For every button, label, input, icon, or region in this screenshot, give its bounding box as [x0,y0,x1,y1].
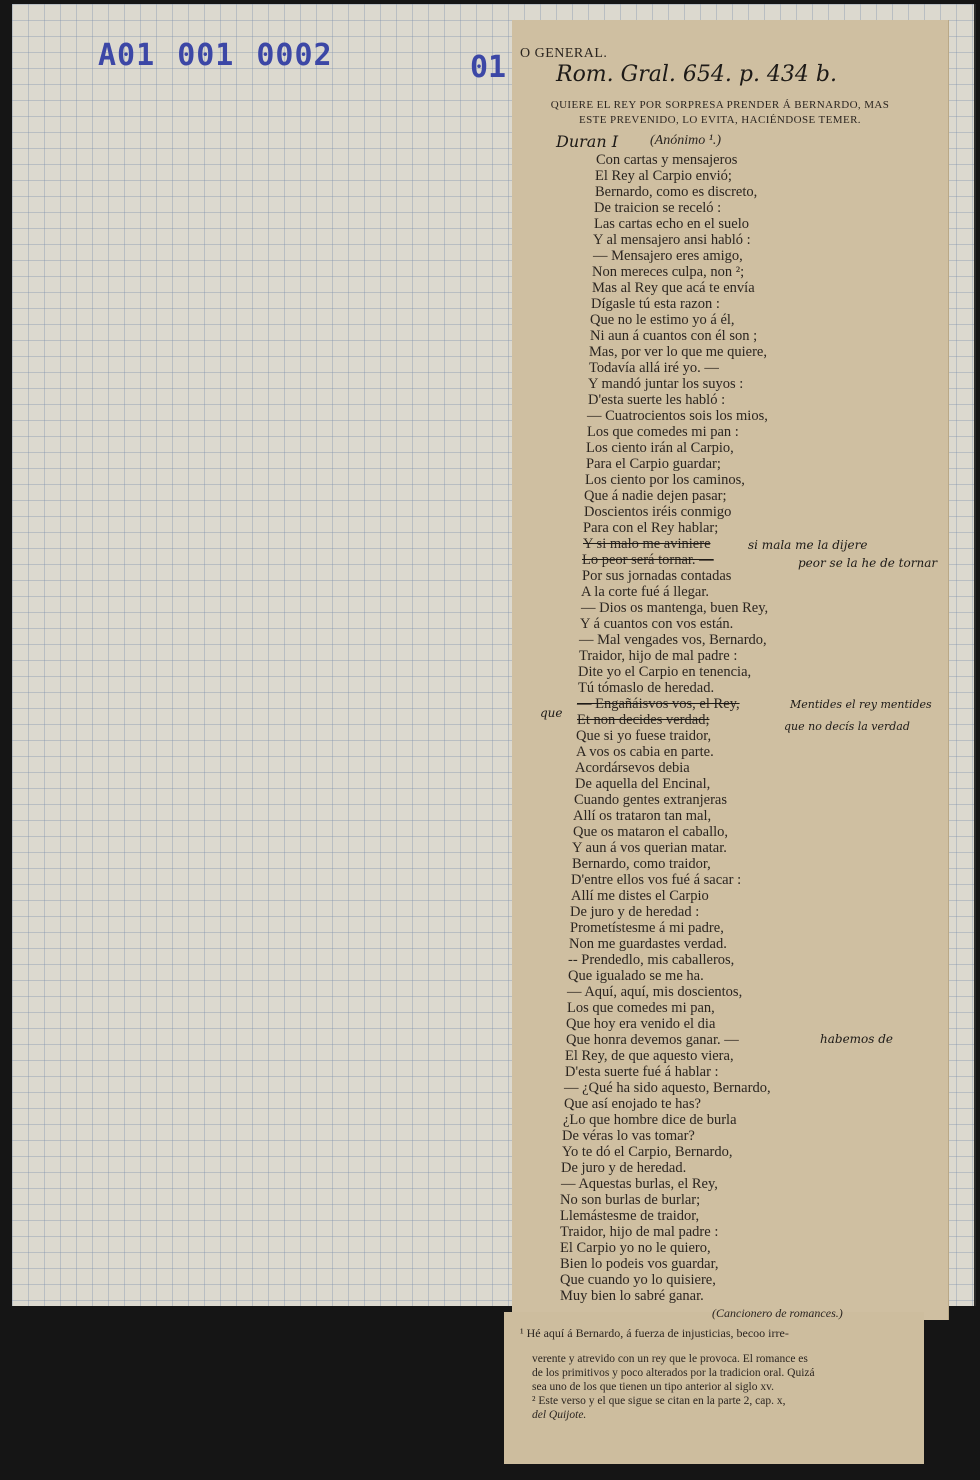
poem-line: Los ciento irán al Carpio, [586,440,734,456]
poem-line: Mas, por ver lo que me quiere, [589,344,767,360]
poem-line: Acordársevos debia [575,760,690,776]
poem-line: Que á nadie dejen pasar; [584,488,727,504]
poem-line: Que hoy era venido el dia [566,1016,716,1032]
running-header: O GENERAL. [520,46,608,61]
poem-line: El Carpio yo no le quiero, [560,1240,711,1256]
poem-line: Para el Carpio guardar; [586,456,721,472]
poem-line: Bernardo, como traidor, [572,856,711,872]
poem-line: Y mandó juntar los suyos : [588,376,744,392]
poem-line: Lo peor será tornar. — [582,552,714,568]
poem-line: Non me guardastes verdad. [569,936,727,952]
poem-line: Ni aun á cuantos con él son ; [590,328,758,344]
poem-line: Los que comedes mi pan : [587,424,739,440]
poem-line: Y á cuantos con vos están. [580,616,734,632]
poem-line: Et non decides verdad; [577,712,710,728]
handwritten-correction: que [540,706,563,720]
archive-code-part: 0002 [256,38,333,73]
archive-code-part: 001 [177,38,235,73]
poem-line: El Rey, de que aquesto viera, [565,1048,734,1064]
source-citation: (Cancionero de romances.) [712,1306,843,1320]
poem-line: — Aquestas burlas, el Rey, [561,1176,718,1192]
poem-line: — Cuatrocientos sois los mios, [587,408,768,424]
poem-line: Que si yo fuese traidor, [576,728,712,744]
poem-line: D'esta suerte fué á hablar : [565,1064,719,1080]
poem-line: Que os mataron el caballo, [573,824,729,840]
poem-line: Mas al Rey que acá te envía [592,280,755,296]
poem-line: Las cartas echo en el suelo [594,216,749,232]
poem-line: Allí os trataron tan mal, [573,808,712,824]
poem-line: Y aun á vos querian matar. [572,840,727,856]
poem-line: — Aquí, aquí, mis doscientos, [567,984,743,1000]
poem-line: Prometístesme á mi padre, [570,920,724,936]
poem-line: Traidor, hijo de mal padre : [579,648,738,664]
poem-line: A la corte fué á llegar. [581,584,710,600]
poem-line: No son burlas de burlar; [560,1192,701,1208]
handwritten-correction: habemos de [820,1032,894,1046]
handwritten-correction: peor se la he de tornar [798,556,938,570]
poem-line: Los que comedes mi pan, [567,1000,715,1016]
poem-line: Yo te dó el Carpio, Bernardo, [562,1144,733,1160]
poem-line: Que no le estimo yo á él, [590,312,735,328]
poem-line: Dígasle tú esta razon : [591,296,720,312]
poem-line: Bien lo podeis vos guardar, [560,1256,719,1272]
poem-line: D'entre ellos vos fué á sacar : [571,872,742,888]
poem-line: Llemástesme de traidor, [560,1208,700,1224]
footnotes [532,1352,922,1422]
poem-line: De véras lo vas tomar? [562,1128,695,1144]
poem-line: D'esta suerte les habló : [588,392,726,408]
poem-line: — Engañáisvos vos, el Rey, [577,696,740,712]
poem-line: De aquella del Encinal, [575,776,711,792]
poem-line: Que cuando yo lo quisiere, [560,1272,716,1288]
poem-line: — ¿Qué ha sido aquesto, Bernardo, [564,1080,771,1096]
poem-line: El Rey al Carpio envió; [595,168,732,184]
handwritten-correction: que no decís la verdad [784,720,910,733]
poem-line: Dite yo el Carpio en tenencia, [578,664,752,680]
poem-line: Que igualado se me ha. [568,968,704,984]
author-attribution: (Anónimo ¹.) [650,133,722,148]
poem-line: Doscientos iréis conmigo [584,504,732,520]
ballad-heading [524,98,916,128]
poem-line: De traicion se receló : [594,200,722,216]
footnote-first-line: ¹ Hé aquí á Bernardo, á fuerza de injusticias, becoo irre- [520,1326,789,1340]
poem-line: -- Prendedlo, mis caballeros, [568,952,735,968]
footnote-line: ² Este verso y el que sigue se citan en la parte 2, cap. x, [532,1395,786,1407]
handwritten-duran-note: Duran I [556,132,619,151]
footnote-line: del Quijote. [532,1409,587,1421]
poem-line: Muy bien lo sabré ganar. [560,1288,704,1304]
poem-line: Bernardo, como es discreto, [595,184,758,200]
poem-line: Que así enojado te has? [564,1096,701,1112]
poem-line: Para con el Rey hablar; [583,520,719,536]
poem-line: Que honra devemos ganar. — [566,1032,739,1048]
poem-line: Cuando gentes extranjeras [574,792,728,808]
footnote-line: verente y atrevido con un rey que le provoca. El romance es [532,1353,808,1365]
poem-line: De juro y de heredad. [561,1160,687,1176]
archive-stamp-suffix: 01 [470,50,507,85]
handwritten-correction: Mentides el rey mentides [790,698,932,711]
handwritten-reference: Rom. Gral. 654. p. 434 b. [556,62,837,87]
poem-line: Non mereces culpa, non ²; [592,264,745,280]
poem-line: Todavía allá iré yo. — [589,360,719,376]
poem-line: Tú tómaslo de heredad. [578,680,715,696]
poem-line: A vos os cabia en parte. [576,744,714,760]
heading-line: ESTE PREVENIDO, LO EVITA, HACIÉNDOSE TEMER. [579,114,861,126]
poem-line: Traidor, hijo de mal padre : [560,1224,719,1240]
poem-line: Y si malo me aviniere [583,536,711,552]
footnote-line: de los primitivos y poco alterados por la tradicion oral. Quizá [532,1367,815,1379]
poem-line: Los ciento por los caminos, [585,472,745,488]
archive-code-part: A01 [98,38,156,73]
poem-line: — Dios os mantenga, buen Rey, [581,600,769,616]
poem-line: De juro y de heredad : [570,904,700,920]
poem-line: — Mal vengades vos, Bernardo, [579,632,767,648]
poem-line: Por sus jornadas contadas [582,568,732,584]
poem-line: Con cartas y mensajeros [596,152,738,168]
heading-line: QUIERE EL REY POR SORPRESA PRENDER Á BERNARDO, MAS [550,99,890,111]
poem-line: — Mensajero eres amigo, [593,248,743,264]
poem-line: Y al mensajero ansi habló : [593,232,751,248]
poem-line: Allí me distes el Carpio [571,888,709,904]
footnote-line: sea uno de los que tienen un tipo anterior al siglo xv. [532,1381,774,1393]
handwritten-correction: si mala me la dijere [748,538,868,552]
archive-stamp-code [98,38,355,73]
poem-line: ¿Lo que hombre dice de burla [563,1112,737,1128]
